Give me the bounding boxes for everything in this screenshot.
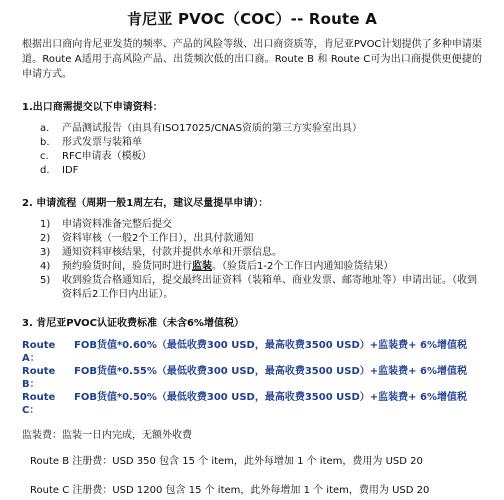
fee-row-route-c xyxy=(22,391,482,417)
application-process-list xyxy=(40,218,482,302)
list-item-text: 申请资料准备完整后提交 xyxy=(62,219,172,230)
list-marker: d. xyxy=(40,165,50,176)
list-item-text: 收到验货合格通知后，提交最终出证资料（装箱单、商业发票、邮寄地址等）申请出证。（收到资料后2工作日内出证）。 xyxy=(62,275,477,300)
list-item-text: 形式发票与装箱单 xyxy=(62,137,142,148)
list-item-text: 产品测试报告（由具有ISO17025/CNAS资质的第三方实验室出具） xyxy=(62,123,362,134)
route-b-registration-fee: Route B 注册费：USD 350 包含 15 个 item，此外每增加 1 个 item，费用为 USD 20 xyxy=(30,456,423,467)
fee-route-label: Route C： xyxy=(22,392,56,416)
fee-row-route-b xyxy=(22,365,482,391)
list-item-text: RFC申请表（模板） xyxy=(62,151,152,162)
inspection-supervision-term: 监装 xyxy=(192,261,212,272)
fee-route-label: Route A： xyxy=(22,340,56,364)
section-3-title: 3. 肯尼亚PVOC认证收费标准（未含6%增值税） xyxy=(22,318,244,329)
list-item-text xyxy=(62,260,482,274)
list-item xyxy=(40,218,482,232)
list-marker: 1) xyxy=(40,219,51,230)
list-item-text: 资料审核（一般2个工作日），出具付款通知 xyxy=(62,233,254,244)
list-marker: a. xyxy=(40,123,50,134)
list-item xyxy=(40,150,482,164)
fee-text: FOB货值*0.55%（最低收费300 USD，最高收费3500 USD）+监装费+ 6%增值税 xyxy=(74,366,468,377)
intro-paragraph: 根据出口商向肯尼亚发货的频率、产品的风险等级、出口商资质等，肯尼亚PVOC计划提供了多种申请渠道。Route A适用于高风险产品、出货频次低的出口商。Route B 和 Route C可为出口商提供更便捷的申请方式。 xyxy=(22,39,482,80)
route-c-registration-fee: Route C 注册费：USD 1200 包含 15 个 item，此外每增加 1 个 item，费用为 USD 20 xyxy=(30,485,430,496)
fee-route-label: Route B： xyxy=(22,366,56,390)
list-item-text-post: 。（验货后1-2个工作日内通知验货结果） xyxy=(212,261,394,272)
list-marker: 5) xyxy=(40,275,51,286)
list-item xyxy=(40,136,482,150)
list-marker: 3) xyxy=(40,247,51,258)
inspection-fee-note: 监装费：监装一日内完成，无额外收费 xyxy=(22,430,192,441)
list-item xyxy=(40,164,482,178)
required-documents-list xyxy=(40,122,482,178)
fee-text: FOB货值*0.50%（最低收费300 USD，最高收费3500 USD）+监装费+ 6%增值税 xyxy=(74,392,468,403)
list-item-text: IDF xyxy=(62,165,79,176)
list-item xyxy=(40,122,482,136)
list-item xyxy=(40,260,482,274)
list-item xyxy=(40,246,482,260)
list-marker: 2) xyxy=(40,233,51,244)
section-2-title: 2. 申请流程（周期一般1周左右，建议尽量提早申请）： xyxy=(22,198,269,209)
section-1-title: 1.出口商需提交以下申请资料： xyxy=(22,102,163,113)
fee-table xyxy=(22,339,482,417)
list-item-text-pre: 预约验货时间，验货同时进行 xyxy=(62,261,192,272)
list-marker: c. xyxy=(40,151,49,162)
document-title: 肯尼亚 PVOC（COC）-- Route A xyxy=(126,10,378,28)
fee-row-route-a xyxy=(22,339,482,365)
list-item-text: 通知资料审核结果，付款并提供水单和开票信息。 xyxy=(62,247,282,258)
list-marker: b. xyxy=(40,137,50,148)
fee-text: FOB货值*0.60%（最低收费300 USD，最高收费3500 USD）+监装费+ 6%增值税 xyxy=(74,340,468,351)
list-item xyxy=(40,232,482,246)
list-item xyxy=(40,274,482,302)
list-marker: 4) xyxy=(40,261,51,272)
